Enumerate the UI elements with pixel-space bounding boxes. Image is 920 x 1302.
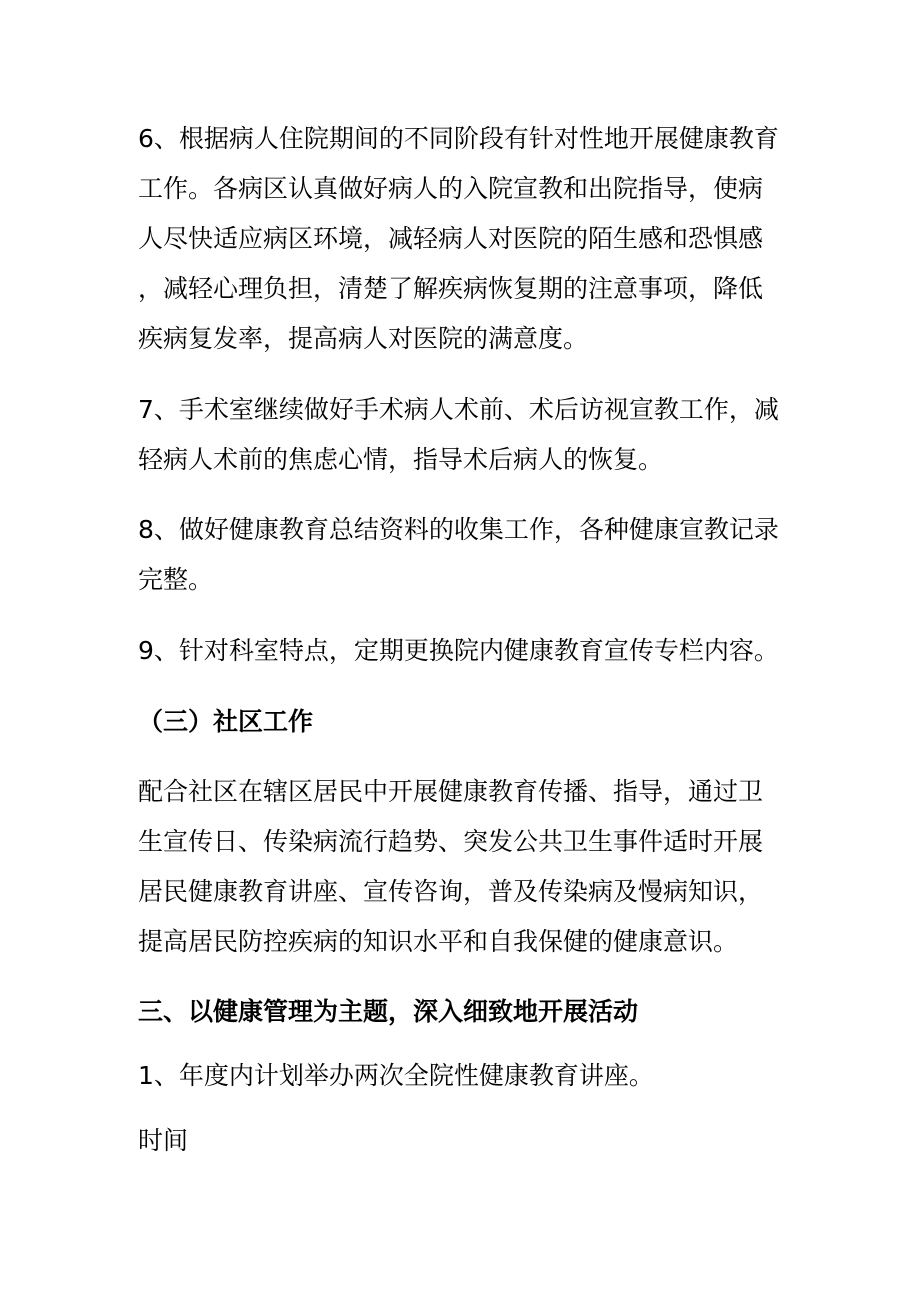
paragraph-line: 完整。 bbox=[138, 565, 214, 594]
section-heading-text: 三、以健康管理为主题，深入细致地开展活动 bbox=[138, 997, 639, 1026]
paragraph-line: 提高居民防控疾病的知识水平和自我保健的健康意识。 bbox=[138, 927, 739, 956]
paragraph-line: 生宣传日、传染病流行趋势、突发公共卫生事件适时开展 bbox=[138, 827, 764, 856]
paragraph-line: 7、手术室继续做好手术病人术前、术后访视宣教工作，减 bbox=[138, 395, 779, 424]
paragraph-line: 人尽快适应病区环境，减轻病人对医院的陌生感和恐惧感 bbox=[138, 224, 764, 253]
paragraph-line: 9、针对科室特点，定期更换院内健康教育宣传专栏内容。 bbox=[138, 636, 779, 665]
paragraph-line: ，减轻心理负担，清楚了解疾病恢复期的注意事项，降低 bbox=[138, 274, 764, 303]
paragraph-time-label bbox=[138, 1116, 788, 1166]
section-heading-health-management bbox=[138, 987, 788, 1037]
paragraph-line: 工作。各病区认真做好病人的入院宣教和出院指导，使病 bbox=[138, 174, 764, 203]
paragraph-plan-item-1 bbox=[138, 1051, 788, 1101]
time-label: 时间 bbox=[138, 1126, 189, 1155]
paragraph-line: 配合社区在辖区居民中开展健康教育传播、指导，通过卫 bbox=[138, 777, 764, 806]
paragraph-line: 1、年度内计划举办两次全院性健康教育讲座。 bbox=[138, 1061, 654, 1090]
paragraph-item-6 bbox=[138, 114, 788, 364]
paragraph-line: 居民健康教育讲座、宣传咨询，普及传染病及慢病知识， bbox=[138, 877, 764, 906]
subheading-text: （三）社区工作 bbox=[138, 707, 314, 736]
paragraph-item-8 bbox=[138, 505, 788, 605]
paragraph-line: 轻病人术前的焦虑心情，指导术后病人的恢复。 bbox=[138, 445, 664, 474]
paragraph-item-9 bbox=[138, 626, 788, 676]
paragraph-community bbox=[138, 767, 788, 967]
paragraph-line: 疾病复发率，提高病人对医院的满意度。 bbox=[138, 324, 589, 353]
paragraph-line: 8、做好健康教育总结资料的收集工作，各种健康宣教记录 bbox=[138, 515, 779, 544]
paragraph-item-7 bbox=[138, 385, 788, 485]
paragraph-line: 6、根据病人住院期间的不同阶段有针对性地开展健康教育 bbox=[138, 124, 779, 153]
subheading-community-work bbox=[138, 697, 788, 747]
